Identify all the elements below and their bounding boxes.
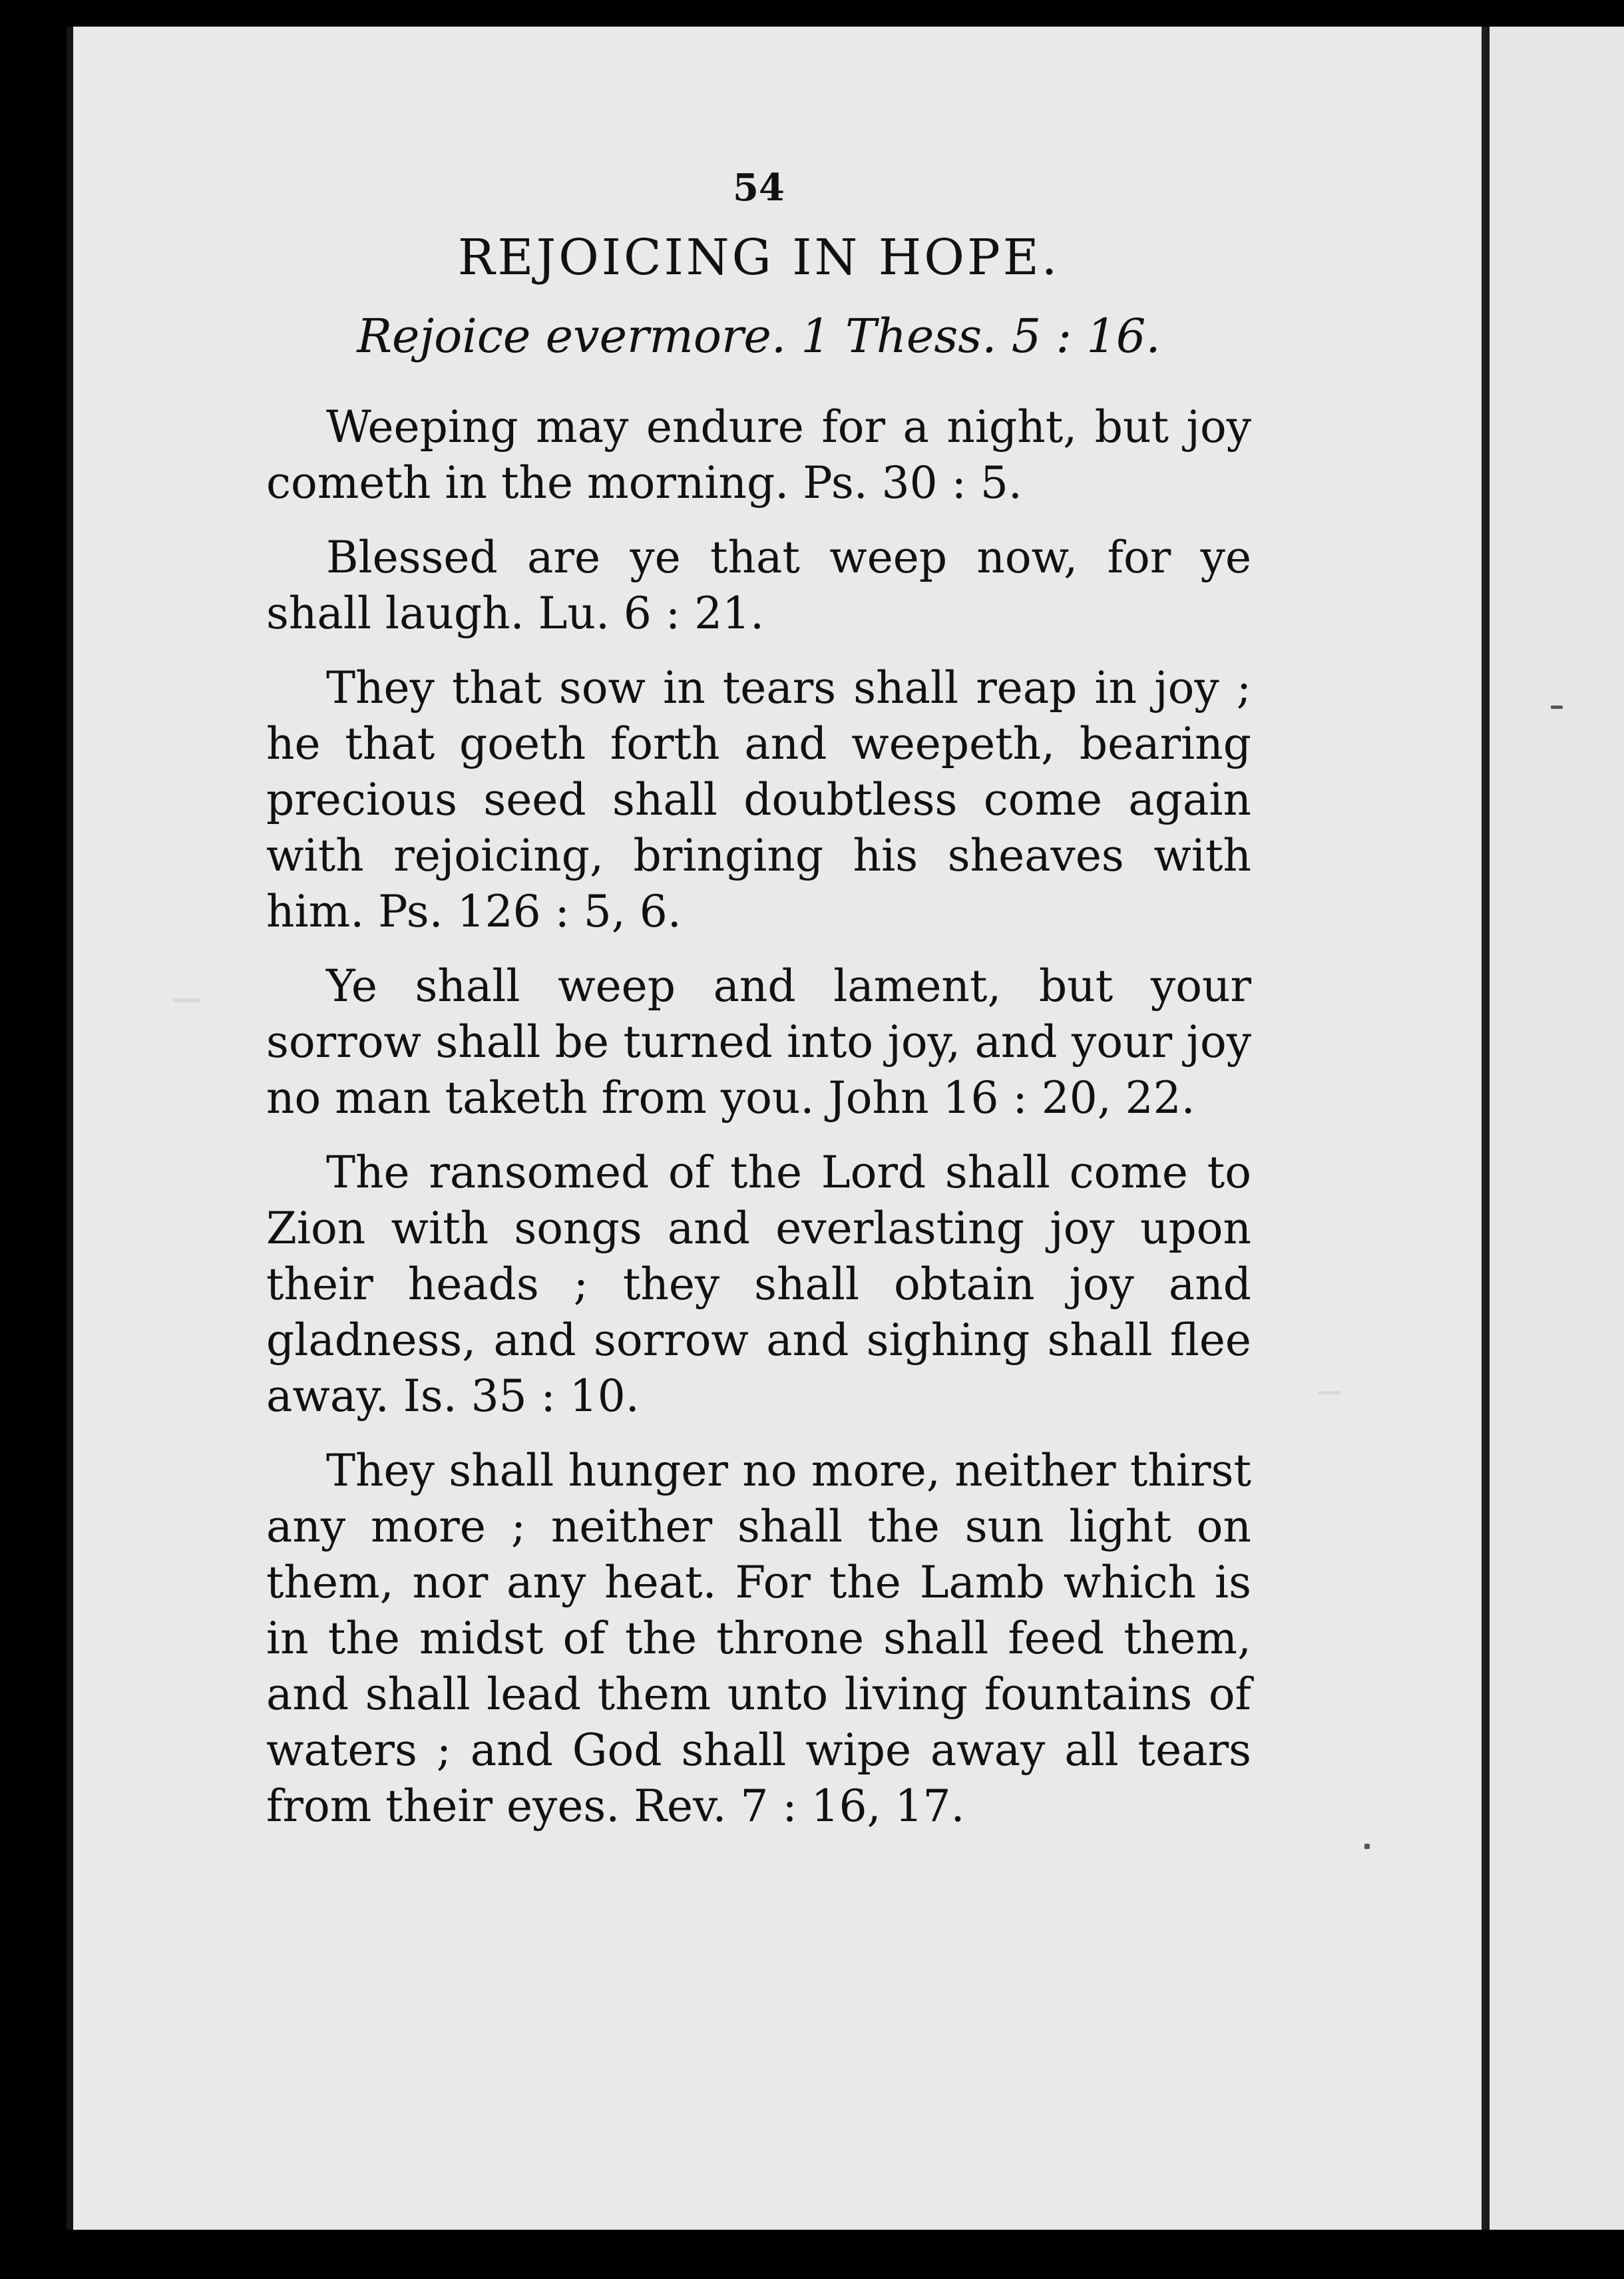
verse-text: They shall hunger no more, neither thirst any more ; neither shall the sun light on them, nor any heat. For the Lamb which is in the midst of the throne shall feed them, and shall lead them unto living fountains of waters ; and God shall wipe away all tears from their eyes. <box>266 1445 1251 1832</box>
verse-text: They that sow in tears shall reap in joy ; he that goeth forth and weepeth, bearing precious seed shall doubtless come again with rejoicing, bringing his sheaves with him. <box>266 662 1251 937</box>
verse-paragraph <box>266 399 1251 511</box>
motto-verse: Rejoice evermore. 1 Thess. 5 : 16. <box>357 309 1161 363</box>
verse-text: Blessed are ye that weep now, for ye shall laugh. <box>266 532 1251 639</box>
paper-speck <box>1318 1391 1340 1394</box>
verse-reference: Is. 35 : 10. <box>403 1370 640 1422</box>
verse-text: The ransomed of the Lord shall come to Zion with songs and everlasting joy upon their heads ; they shall obtain joy and gladness, and sorrow and sighing shall flee away. <box>266 1147 1251 1422</box>
verse-reference: Ps. 126 : 5, 6. <box>378 886 682 937</box>
verse-text: Weeping may endure for a night, but joy cometh in the morning. <box>266 401 1251 509</box>
paper-speck <box>173 998 200 1002</box>
verse-text: Ye shall weep and lament, but your sorrow shall be turned into joy, and your joy no man taketh from you. <box>266 960 1251 1124</box>
verse-reference: Rev. 7 : 16, 17. <box>634 1780 965 1832</box>
page-heading: REJOICING IN HOPE. <box>457 229 1060 286</box>
paper-speck <box>1364 1844 1370 1849</box>
verse-paragraph <box>266 530 1251 642</box>
book-page-right <box>1486 27 1624 2230</box>
verse-paragraph <box>266 1145 1251 1424</box>
verse-paragraph <box>266 958 1251 1126</box>
verse-reference: Ps. 30 : 5. <box>803 457 1022 509</box>
verse-reference: John 16 : 20, 22. <box>828 1072 1195 1124</box>
page-number: 54 <box>733 166 785 210</box>
paper-speck <box>1551 706 1563 709</box>
verse-paragraph <box>266 660 1251 940</box>
verse-reference: Lu. 6 : 21. <box>538 588 765 639</box>
page-text-block <box>266 160 1251 1853</box>
verse-paragraph <box>266 1443 1251 1834</box>
